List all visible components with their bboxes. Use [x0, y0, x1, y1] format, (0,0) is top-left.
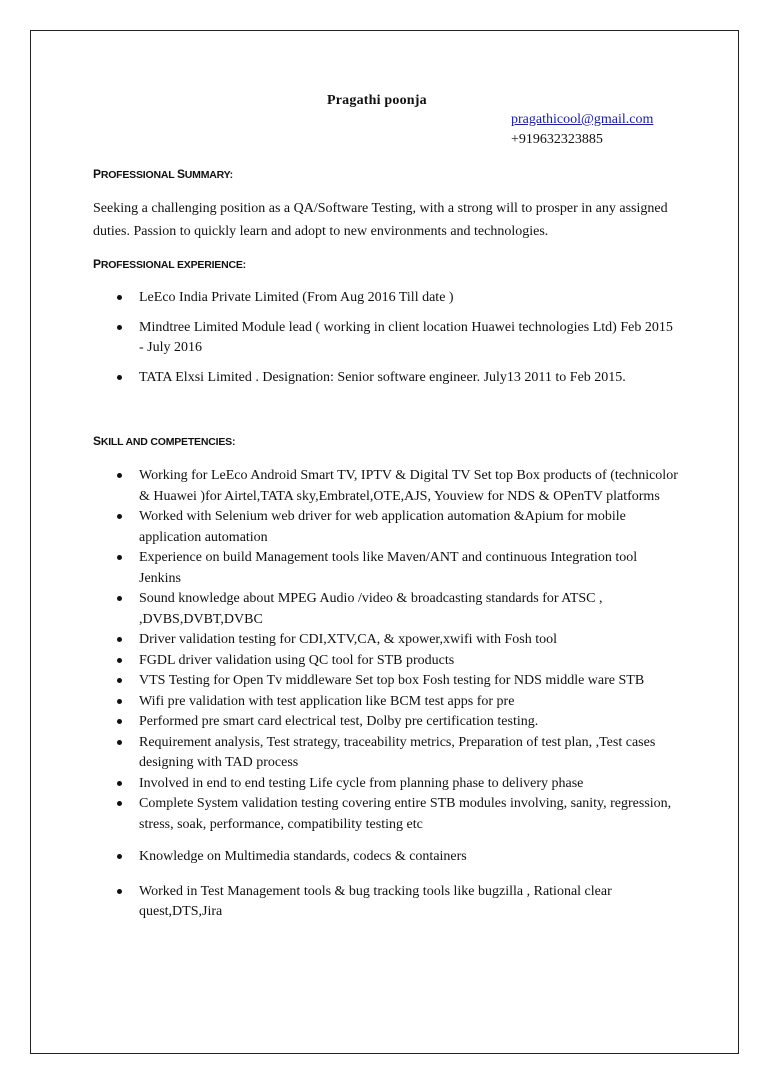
skill-item: Requirement analysis, Test strategy, traceability metrics, Preparation of test plan, ,Test cases designing with TAD process — [115, 733, 680, 774]
skill-item: FGDL driver validation using QC tool for STB products — [115, 651, 680, 672]
professional-summary-heading: PROFESSIONAL SUMMARY: — [93, 167, 233, 181]
skills-list — [115, 466, 680, 923]
skill-item: Working for LeEco Android Smart TV, IPTV & Digital TV Set top Box products of (technicolor & Huawei )for Airtel,TATA sky,Embratel,OTE,AJS, Youview for NDS & OPenTV platforms — [115, 466, 680, 507]
experience-item: LeEco India Private Limited (From Aug 2016 Till date ) — [115, 288, 680, 308]
skill-item: Sound knowledge about MPEG Audio /video & broadcasting standards for ATSC , ,DVBS,DVBT,DVBC — [115, 589, 680, 630]
skill-item: Driver validation testing for CDI,XTV,CA, & xpower,xwifi with Fosh tool — [115, 630, 680, 651]
professional-experience-heading: PROFESSIONAL EXPERIENCE: — [93, 257, 246, 271]
experience-list — [115, 288, 680, 398]
skill-item: Performed pre smart card electrical test, Dolby pre certification testing. — [115, 712, 680, 733]
skill-item: Experience on build Management tools like Maven/ANT and continuous Integration tool Jenkins — [115, 548, 680, 589]
skill-item: Complete System validation testing covering entire STB modules involving, sanity, regression, stress, soak, performance, compatibility testing etc — [115, 794, 680, 835]
skill-item: VTS Testing for Open Tv middleware Set top box Fosh testing for NDS middle ware STB — [115, 671, 680, 692]
skill-item: Worked with Selenium web driver for web application automation &Apium for mobile application automation — [115, 507, 680, 548]
skill-item: Worked in Test Management tools & bug tracking tools like bugzilla , Rational clear quest,DTS,Jira — [115, 882, 680, 923]
skills-heading: SKILL AND COMPETENCIES: — [93, 434, 236, 448]
candidate-name: Pragathi poonja — [327, 93, 427, 108]
skill-item: Knowledge on Multimedia standards, codecs & containers — [115, 847, 680, 868]
skill-item: Wifi pre validation with test application like BCM test apps for pre — [115, 692, 680, 713]
summary-text: Seeking a challenging position as a QA/Software Testing, with a strong will to prosper in any assigned duties. Passion to quickly learn and adopt to new environments and technologies. — [93, 201, 668, 239]
email-link[interactable]: pragathicool@gmail.com — [511, 112, 654, 127]
phone-number: +919632323885 — [511, 132, 603, 147]
experience-item: TATA Elxsi Limited . Designation: Senior software engineer. July13 2011 to Feb 2015. — [115, 368, 680, 388]
experience-item: Mindtree Limited Module lead ( working in client location Huawei technologies Ltd) Feb 2015 - July 2016 — [115, 318, 680, 358]
skill-item: Involved in end to end testing Life cycle from planning phase to delivery phase — [115, 774, 680, 795]
